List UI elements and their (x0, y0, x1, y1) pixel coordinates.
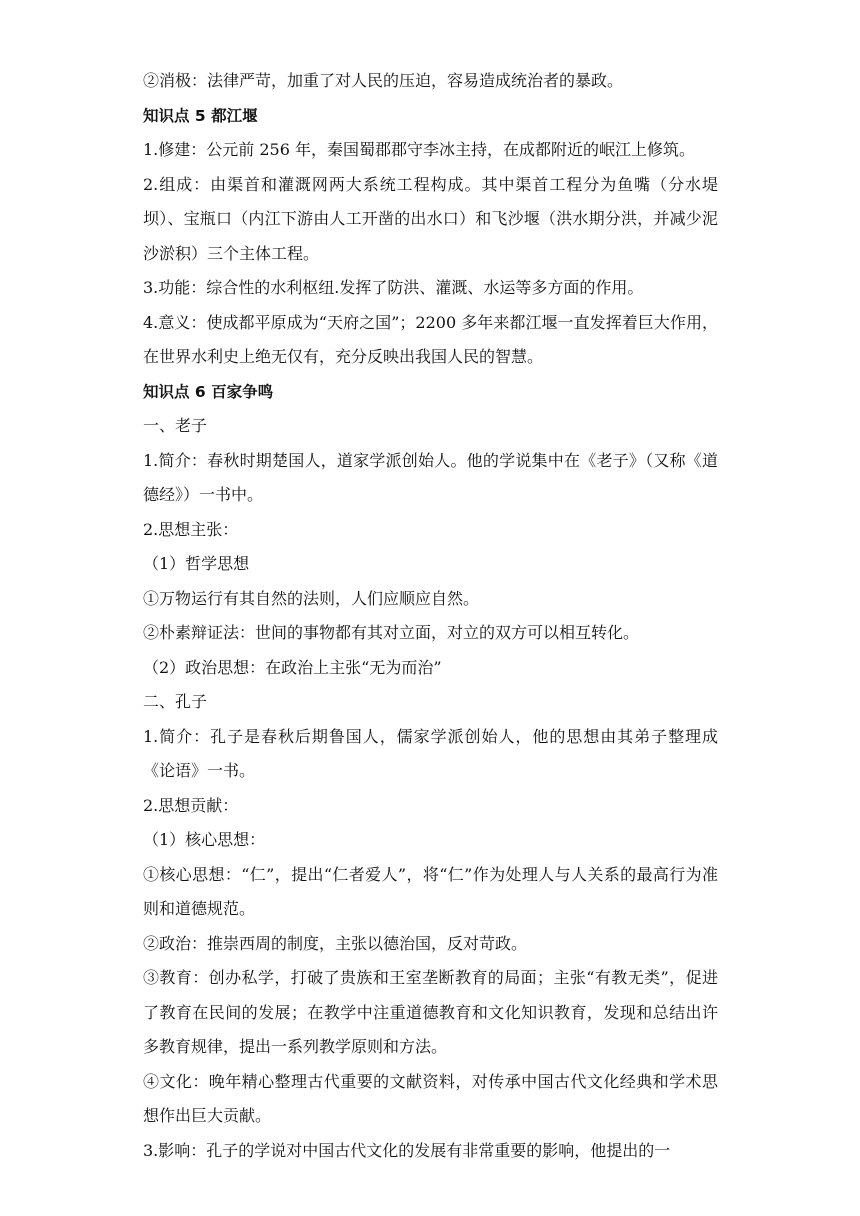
paragraph: 1.简介：孔子是春秋后期鲁国人，儒家学派创始人，他的思想由其弟子整理成《论语》一书。 (143, 726, 718, 780)
paragraph: 1.简介：春秋时期楚国人，道家学派创始人。他的学说集中在《老子》（又称《道德经》）一书中。 (143, 450, 718, 504)
section-heading: 知识点 5 都江堰 (143, 106, 258, 125)
paragraph: 3.影响：孔子的学说对中国古代文化的发展有非常重要的影响，他提出的一 (143, 1140, 671, 1160)
paragraph: ②政治：推崇西周的制度，主张以德治国，反对苛政。 (143, 933, 528, 953)
paragraph: （1）核心思想： (143, 830, 266, 849)
subsection-title: 一、老子 (143, 416, 208, 435)
paragraph: ②朴素辩证法：世间的事物都有其对立面，对立的双方可以相互转化。 (143, 623, 640, 642)
paragraph: 4.意义：使成都平原成为“天府之国”；2200 多年来都江堰一直发挥着巨大作用，在世界水利史上绝无仅有，充分反映出我国人民的智慧。 (143, 312, 718, 366)
paragraph: （1）哲学思想 (143, 554, 250, 573)
paragraph: ①核心思想：“仁”，提出“仁者爱人”，将“仁”作为处理人与人关系的最高行为准则和道德规范。 (143, 864, 718, 918)
paragraph: ②消极：法律严苛，加重了对人民的压迫，容易造成统治者的暴政。 (143, 71, 624, 90)
paragraph: 2.思想贡献： (143, 795, 239, 815)
subsection-title: 二、孔子 (143, 692, 208, 711)
paragraph: ④文化：晚年精心整理古代重要的文献资料，对传承中国古代文化经典和学术思想作出巨大贡献。 (143, 1071, 718, 1125)
section-heading: 知识点 6 百家争鸣 (143, 382, 274, 401)
paragraph: ①万物运行有其自然的法则，人们应顺应自然。 (143, 588, 480, 608)
document-page (143, 64, 718, 1168)
paragraph: ③教育：创办私学，打破了贵族和王室垄断教育的局面；主张“有教无类”，促进了教育在民间的发展；在教学中注重道德教育和文化知识教育，发现和总结出许多教育规律，提出一系列教学原则和方法。 (143, 968, 718, 1056)
paragraph: 2.组成：由渠首和灌溉网两大系统工程构成。其中渠首工程分为鱼嘴（分水堤坝）、宝瓶口（内江下游由人工开凿的出水口）和飞沙堰（洪水期分洪，并减少泥沙淤积）三个主体工程。 (143, 174, 718, 263)
paragraph: 3.功能：综合性的水利枢纽.发挥了防洪、灌溉、水运等多方面的作用。 (143, 278, 644, 297)
paragraph: 1.修建：公元前 256 年，秦国蜀郡郡守李冰主持，在成都附近的岷江上修筑。 (143, 140, 695, 159)
paragraph: 2.思想主张： (143, 519, 239, 539)
paragraph: （2）政治思想：在政治上主张“无为而治” (143, 657, 442, 677)
